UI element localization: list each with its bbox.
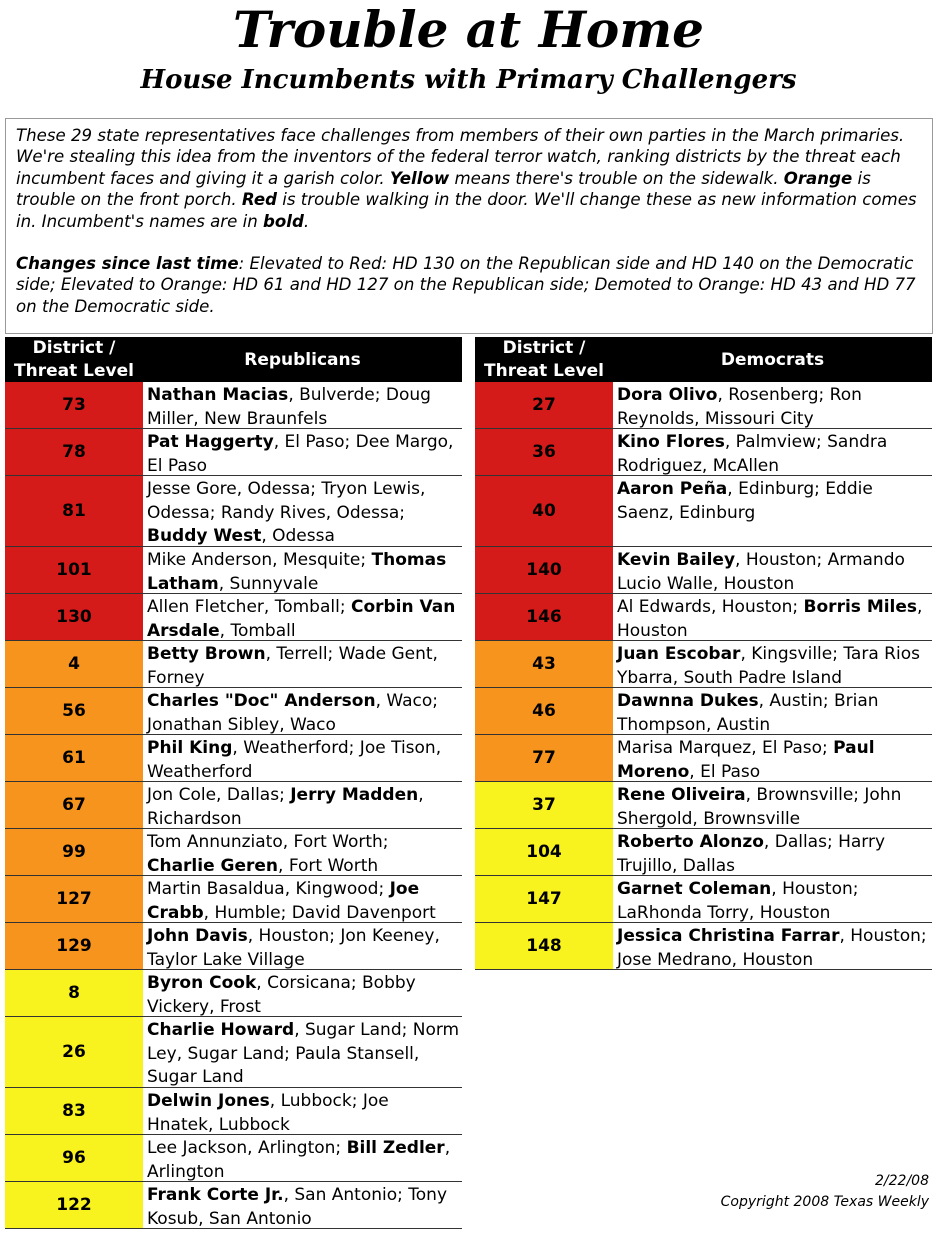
district-threat-cell: 148: [475, 923, 613, 969]
district-threat-cell: 146: [475, 594, 613, 640]
table-row: [475, 547, 932, 594]
table-row: [5, 476, 462, 547]
table-row: [475, 782, 932, 829]
candidates-cell: Nathan Macias, Bulverde; Doug Miller, New Braunfels: [143, 382, 462, 428]
candidates-cell: Frank Corte Jr., San Antonio; Tony Kosub, San Antonio: [143, 1182, 462, 1228]
district-threat-cell: 36: [475, 429, 613, 475]
table-row: [475, 382, 932, 429]
candidates-cell: Byron Cook, Corsicana; Bobby Vickery, Frost: [143, 970, 462, 1016]
table-row: [5, 1017, 462, 1088]
district-threat-cell: 81: [5, 476, 143, 546]
district-threat-cell: 26: [5, 1017, 143, 1087]
district-header-line1: District /: [502, 338, 586, 358]
footer-date: 2/22/08: [875, 1173, 929, 1189]
table-row: [475, 876, 932, 923]
candidates-cell: Rene Oliveira, Brownsville; John Shergold, Brownsville: [613, 782, 932, 828]
party-column-header: Democrats: [720, 349, 825, 370]
candidates-cell: Charles "Doc" Anderson, Waco; Jonathan Sibley, Waco: [143, 688, 462, 734]
page-title: Trouble at Home: [233, 0, 704, 59]
table-row: [5, 1135, 462, 1182]
table-row: [5, 876, 462, 923]
candidates-cell: Pat Haggerty, El Paso; Dee Margo, El Paso: [143, 429, 462, 475]
district-header-line1: District /: [32, 338, 116, 358]
table-row: [475, 429, 932, 476]
republicans-table: [5, 337, 462, 1229]
table-row: [475, 829, 932, 876]
district-threat-cell: 78: [5, 429, 143, 475]
district-threat-cell: 104: [475, 829, 613, 875]
district-threat-cell: 122: [5, 1182, 143, 1228]
candidates-cell: Lee Jackson, Arlington; Bill Zedler, Arlington: [143, 1135, 462, 1181]
changes-paragraph: Changes since last time: Elevated to Red: HD 130 on the Republican side and HD 140 on the Democratic side; Elevated to Orange: HD 61 and HD 127 on the Republican side; Demoted to Orange: HD 43 and HD 77 on the Democratic side.: [16, 254, 916, 316]
democrats-table-header: [475, 337, 932, 382]
page-subtitle: House Incumbents with Primary Challengers: [140, 65, 797, 95]
table-row: [475, 688, 932, 735]
intro-box: [5, 118, 933, 334]
table-row: [5, 688, 462, 735]
candidates-cell: Al Edwards, Houston; Borris Miles, Houston: [613, 594, 932, 640]
district-column-header: [475, 337, 613, 382]
district-threat-cell: 140: [475, 547, 613, 593]
district-header-line2: Threat Level: [14, 361, 134, 381]
table-row: [475, 594, 932, 641]
district-threat-cell: 130: [5, 594, 143, 640]
democrats-rows: [475, 382, 932, 970]
candidates-cell: Tom Annunziato, Fort Worth; Charlie Geren, Fort Worth: [143, 829, 462, 875]
candidates-cell: Dawnna Dukes, Austin; Brian Thompson, Austin: [613, 688, 932, 734]
district-threat-cell: 73: [5, 382, 143, 428]
candidates-cell: Mike Anderson, Mesquite; Thomas Latham, Sunnyvale: [143, 547, 462, 593]
candidates-cell: Kino Flores, Palmview; Sandra Rodriguez, McAllen: [613, 429, 932, 475]
district-threat-cell: 8: [5, 970, 143, 1016]
footer-copyright: Copyright 2008 Texas Weekly: [720, 1194, 929, 1210]
candidates-cell: Garnet Coleman, Houston; LaRhonda Torry, Houston: [613, 876, 932, 922]
candidates-cell: Charlie Howard, Sugar Land; Norm Ley, Sugar Land; Paula Stansell, Sugar Land: [143, 1017, 462, 1087]
republicans-rows: [5, 382, 462, 1229]
candidates-cell: Dora Olivo, Rosenberg; Ron Reynolds, Missouri City: [613, 382, 932, 428]
district-column-header: [5, 337, 143, 382]
table-row: [5, 735, 462, 782]
candidates-cell: Jon Cole, Dallas; Jerry Madden, Richardson: [143, 782, 462, 828]
candidates-cell: Martin Basaldua, Kingwood; Joe Crabb, Humble; David Davenport: [143, 876, 462, 922]
table-row: [5, 829, 462, 876]
district-threat-cell: 99: [5, 829, 143, 875]
candidates-cell: Delwin Jones, Lubbock; Joe Hnatek, Lubbock: [143, 1088, 462, 1134]
candidates-cell: Jesse Gore, Odessa; Tryon Lewis, Odessa; Randy Rives, Odessa; Buddy West, Odessa: [143, 476, 462, 546]
district-threat-cell: 56: [5, 688, 143, 734]
candidates-cell: Betty Brown, Terrell; Wade Gent, Forney: [143, 641, 462, 687]
candidates-cell: Jessica Christina Farrar, Houston; Jose Medrano, Houston: [613, 923, 932, 969]
district-threat-cell: 46: [475, 688, 613, 734]
table-row: [475, 923, 932, 970]
candidates-cell: Juan Escobar, Kingsville; Tara Rios Ybarra, South Padre Island: [613, 641, 932, 687]
district-threat-cell: 67: [5, 782, 143, 828]
district-threat-cell: 96: [5, 1135, 143, 1181]
candidates-cell: Aaron Peña, Edinburg; Eddie Saenz, Edinburg: [613, 476, 932, 546]
district-threat-cell: 83: [5, 1088, 143, 1134]
district-threat-cell: 27: [475, 382, 613, 428]
district-threat-cell: 101: [5, 547, 143, 593]
candidates-cell: John Davis, Houston; Jon Keeney, Taylor Lake Village: [143, 923, 462, 969]
footer: [721, 1171, 929, 1213]
district-threat-cell: 127: [5, 876, 143, 922]
table-row: [5, 970, 462, 1017]
district-threat-cell: 77: [475, 735, 613, 781]
candidates-cell: Allen Fletcher, Tomball; Corbin Van Arsdale, Tomball: [143, 594, 462, 640]
table-row: [5, 1088, 462, 1135]
party-column-header: Republicans: [244, 349, 361, 370]
district-threat-cell: 43: [475, 641, 613, 687]
district-threat-cell: 37: [475, 782, 613, 828]
intro-paragraph: These 29 state representatives face challenges from members of their own parties in the March primaries. We're stealing this idea from the inventors of the federal terror watch, ranking districts by the threat each incumbent faces and giving it a garish color. Yellow means there's trouble on the sidewalk. Orange is trouble on the front porch. Red is trouble walking in the door. We'll change these as new information comes in. Incumbent's names are in bold.: [16, 126, 917, 231]
republicans-table-header: [5, 337, 462, 382]
candidates-cell: Marisa Marquez, El Paso; Paul Moreno, El Paso: [613, 735, 932, 781]
democrats-table: [475, 337, 932, 970]
table-row: [475, 641, 932, 688]
candidates-cell: Phil King, Weatherford; Joe Tison, Weatherford: [143, 735, 462, 781]
candidates-cell: Kevin Bailey, Houston; Armando Lucio Walle, Houston: [613, 547, 932, 593]
table-row: [475, 476, 932, 547]
table-row: [5, 594, 462, 641]
district-threat-cell: 4: [5, 641, 143, 687]
table-row: [475, 735, 932, 782]
district-threat-cell: 61: [5, 735, 143, 781]
district-header-line2: Threat Level: [484, 361, 604, 381]
table-row: [5, 1182, 462, 1229]
table-row: [5, 782, 462, 829]
table-row: [5, 923, 462, 970]
table-row: [5, 547, 462, 594]
table-row: [5, 429, 462, 476]
district-threat-cell: 40: [475, 476, 613, 546]
table-row: [5, 382, 462, 429]
district-threat-cell: 129: [5, 923, 143, 969]
district-threat-cell: 147: [475, 876, 613, 922]
candidates-cell: Roberto Alonzo, Dallas; Harry Trujillo, Dallas: [613, 829, 932, 875]
table-row: [5, 641, 462, 688]
